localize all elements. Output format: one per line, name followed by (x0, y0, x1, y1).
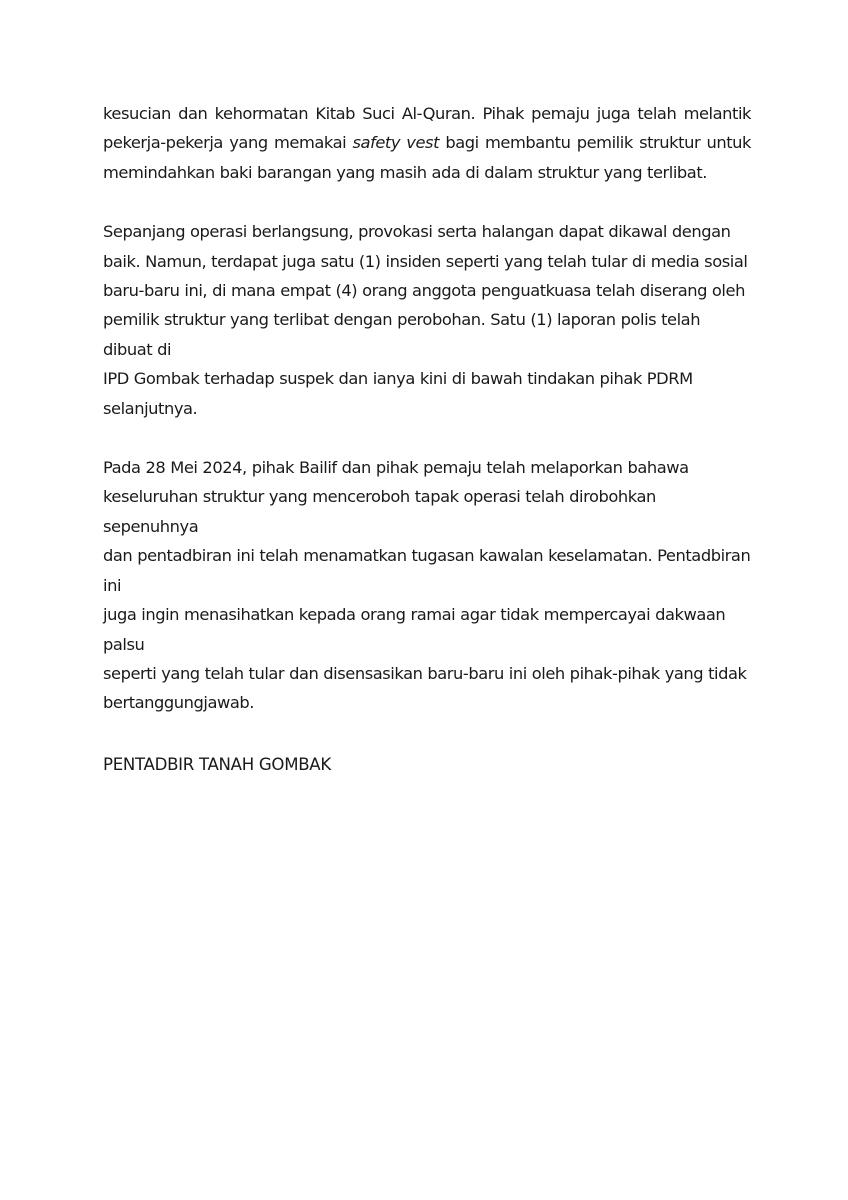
paragraph-3-line: juga ingin menasihatkan kepada orang ramai agar tidak mempercayai dakwaan palsu (103, 605, 726, 654)
paragraph-2-line: Sepanjang operasi berlangsung, provokasi serta halangan dapat dikawal dengan (103, 222, 731, 242)
paragraph-3-line: dan pentadbiran ini telah menamatkan tugasan kawalan keselamatan. Pentadbiran ini (103, 546, 751, 595)
document-body (103, 99, 751, 779)
paragraph-3-line: seperti yang telah tular dan disensasikan baru-baru ini oleh pihak-pihak yang tidak (103, 663, 747, 683)
safety-vest-term: safety vest (352, 133, 440, 153)
paragraph-2-line: baik. Namun, terdapat juga satu (1) insiden seperti yang telah tular di media sosial (103, 251, 748, 271)
paragraph-3-line: Pada 28 Mei 2024, pihak Bailif dan pihak pemaju telah melaporkan bahawa (103, 458, 689, 478)
paragraph-2-line: baru-baru ini, di mana empat (4) orang anggota penguatkuasa telah diserang oleh (103, 281, 745, 301)
paragraph-1-text-end: bagi membantu pemilik struktur untuk memindahkan baki barangan yang masih ada di dalam struktur yang terlibat. (103, 133, 751, 182)
paragraph-1-text: kesucian dan kehormatan Kitab Suci Al-Quran. Pihak pemaju juga telah melantik pekerja-pekerja yang memakai (103, 104, 751, 153)
paragraph-1 (103, 99, 751, 187)
paragraph-3 (103, 453, 751, 718)
paragraph-2 (103, 217, 751, 423)
paragraph-3-line: keseluruhan struktur yang menceroboh tapak operasi telah dirobohkan sepenuhnya (103, 487, 656, 536)
signature-authority: PENTADBIR TANAH GOMBAK (103, 754, 331, 774)
paragraph-2-line: pemilik struktur yang terlibat dengan perobohan. Satu (1) laporan polis telah dibuat di (103, 310, 701, 359)
paragraph-2-line: selanjutnya. (103, 398, 198, 418)
paragraph-2-line: IPD Gombak terhadap suspek dan ianya kini di bawah tindakan pihak PDRM (103, 369, 693, 389)
paragraph-3-line: bertanggungjawab. (103, 693, 255, 713)
